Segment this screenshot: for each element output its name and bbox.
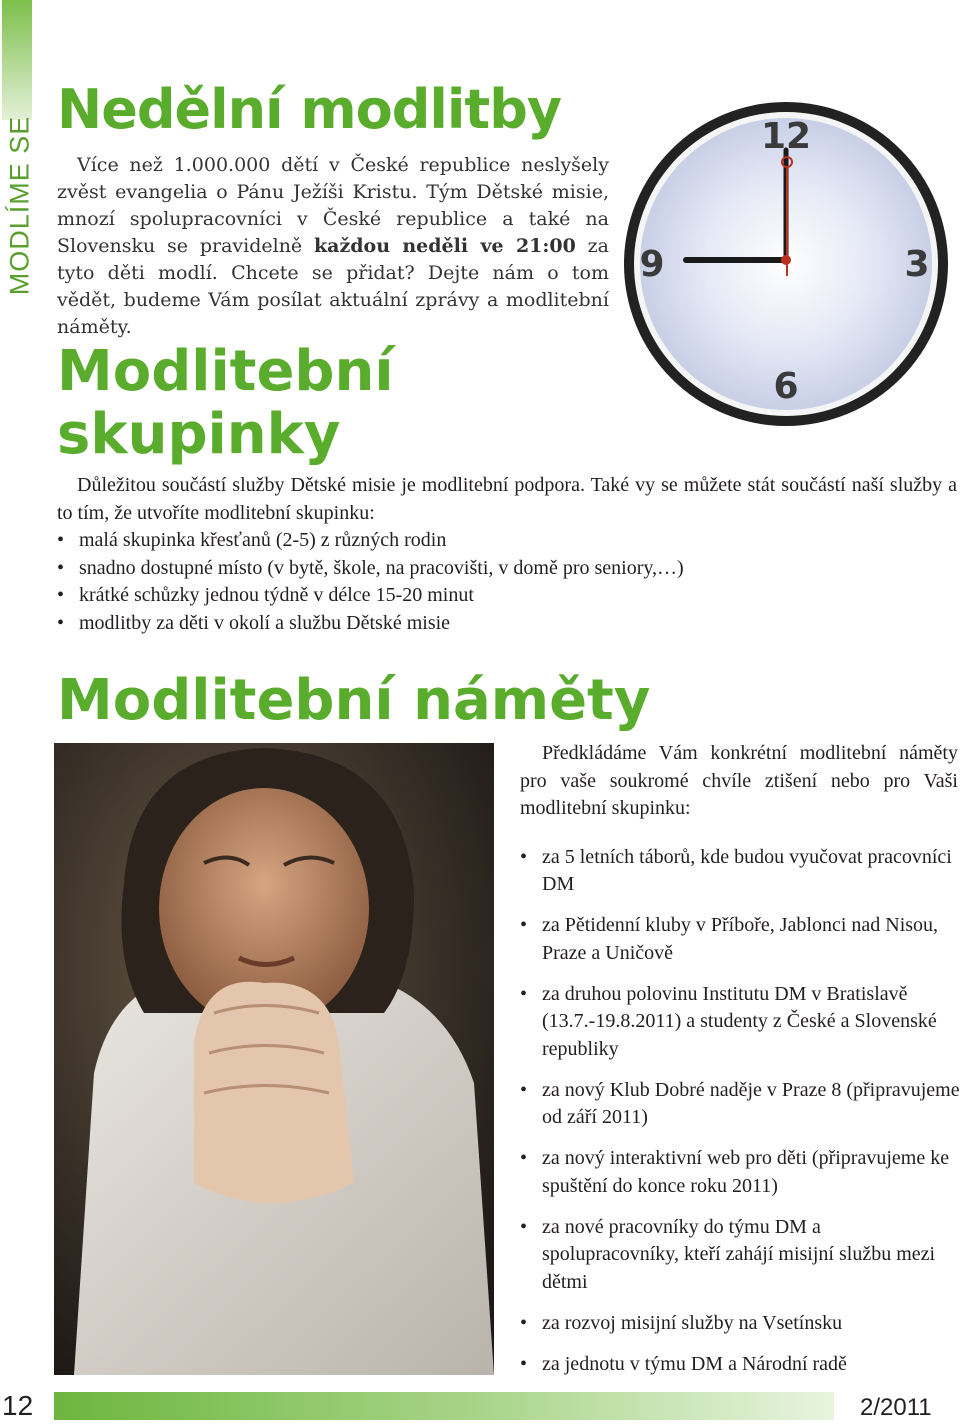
clock-center-pin [781, 255, 791, 265]
title-sunday-prayers: Nedělní modlitby [57, 78, 562, 141]
list-item: • za druhou polovinu Institutu DM v Bratislavě (13.7.-19.8.2011) a studenty z České a Slovenské republiky [520, 981, 960, 1064]
clock-numeral-12: 12 [760, 116, 812, 157]
clock-numeral-9: 9 [639, 244, 665, 285]
list-item: • malá skupinka křesťanů (2-5) z různých rodin [57, 527, 957, 555]
list-item: • za 5 letních táborů, kde budou vyučovat pracovníci DM [520, 844, 960, 899]
prayer-groups-intro: Důležitou součástí služby Dětské misie je modlitební podpora. Také vy se můžete stát součástí naší služby a to tím, že utvoříte modlitební skupinku: [57, 474, 957, 524]
clock-illustration [620, 96, 952, 432]
list-item: • za Pětidenní kluby v Příboře, Jablonci nad Nisou, Praze a Uničově [520, 912, 960, 967]
text-part: za tyto děti modlí. Chcete se přidat? Dejte nám o tom vědět, budeme Vám posílat aktuální zprávy a modlitební náměty. [57, 235, 609, 338]
list-item: • za rozvoj misijní služby na Vsetínsku [520, 1310, 960, 1338]
list-item: • za nový Klub Dobré naděje v Praze 8 (připravujeme od září 2011) [520, 1077, 960, 1132]
prayer-groups-text [57, 472, 957, 637]
list-item: • krátké schůzky jednou týdně v délce 15-20 minut [57, 582, 957, 610]
list-item: • za jednotu v týmu DM a Národní radě [520, 1351, 960, 1379]
prayer-topics-column [520, 740, 960, 1392]
list-item: • snadno dostupné místo (v bytě, škole, na pracovišti, v domě pro seniory,…) [57, 555, 957, 583]
section-side-label [0, 0, 36, 330]
side-label-text: MODLÍME SE [4, 115, 35, 296]
text-part: Více než 1.000.000 dětí v České republice neslyšely zvěst evangelia o Pánu Ježíši Kristu. Tým Dětské misie, mnozí spolupracovníci v České republice a také na Slovensku se pravidelně [57, 154, 609, 257]
page-number: 12 [2, 1390, 34, 1421]
footer-color-bar [54, 1392, 834, 1420]
title-prayer-topics: Modlitební náměty [57, 668, 651, 733]
list-item: • za nový interaktivní web pro děti (připravujeme ke spuštění do konce roku 2011) [520, 1145, 960, 1200]
photo-clasped-hands [194, 982, 354, 1203]
issue-number: 2/2011 [860, 1394, 932, 1421]
text-bold-time: každou neděli ve 21:00 [313, 235, 576, 257]
title-line: skupinky [57, 402, 341, 467]
prayer-topics-intro: Předkládáme Vám konkrétní modlitební náměty pro vaše soukromé chvíle ztišení nebo pro Vaši modlitební skupinku: [520, 742, 958, 819]
list-item: • za nové pracovníky do týmu DM a spolupracovníky, kteří zahájí misijní službu mezi dětmi [520, 1214, 960, 1297]
title-prayer-groups [57, 340, 394, 466]
title-line: Modlitební [57, 339, 394, 404]
prayer-topics-list [520, 844, 960, 1379]
clock-numeral-3: 3 [904, 244, 930, 285]
list-item: • modlitby za děti v okolí a službu Dětské misie [57, 610, 957, 638]
praying-person-photo [54, 743, 494, 1375]
prayer-groups-list [57, 527, 957, 637]
clock-numeral-6: 6 [773, 366, 799, 407]
sunday-prayers-text [57, 152, 609, 341]
